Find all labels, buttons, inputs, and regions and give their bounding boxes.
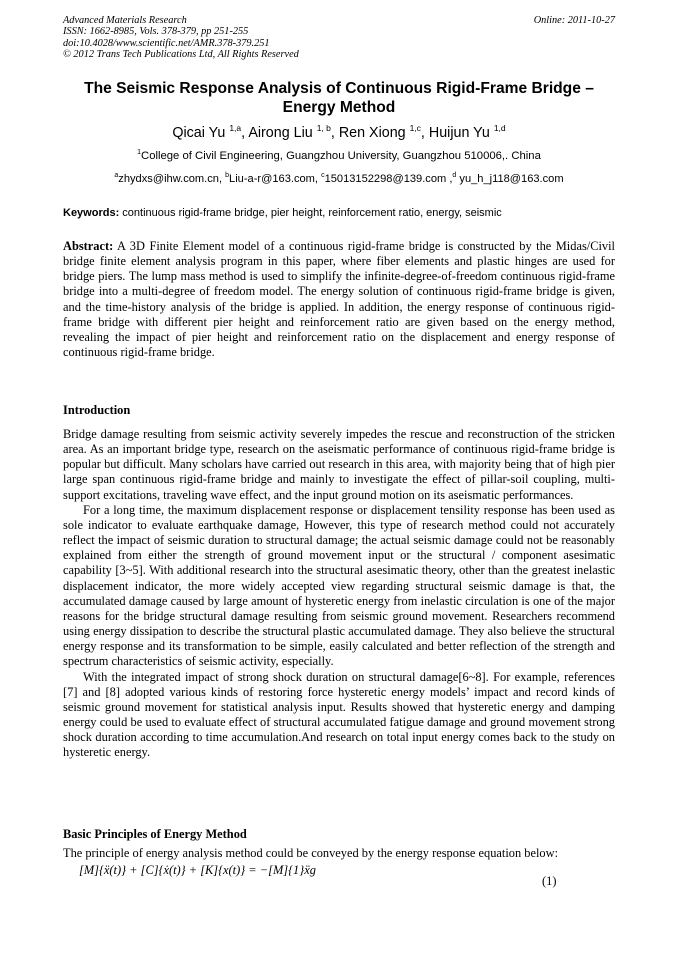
- doi-line: doi:10.4028/www.scientific.net/AMR.378-379.251: [63, 37, 270, 49]
- paragraph: The principle of energy analysis method could be conveyed by the energy response equation below:: [63, 846, 559, 860]
- affiliation-text: College of Civil Engineering, Guangzhou University, Guangzhou 510006,. China: [141, 150, 541, 162]
- email-address: 15013152298@139.com ,: [324, 173, 453, 185]
- keywords: [63, 206, 615, 220]
- affiliation: [63, 149, 615, 163]
- email-marker: d: [452, 172, 457, 179]
- paragraph: With the integrated impact of strong shock duration on structural damage[6~8]. For example, references [7] and [8] adopted various kinds of restoring force hysteretic energy models’ impact and record kinds of seismic ground movement for statistical analysis input. Results showed that hysteretic energy and damping energy could be used to evaluate effect of structural accumulated fatigue damage and ground movement strong shock duration according to time accumulation.And research on total input energy comes back to the study on hysteretic energy.: [63, 669, 615, 760]
- author-affil-marker: 1,a: [229, 123, 242, 133]
- journal-name: Advanced Materials Research: [63, 15, 187, 26]
- author-list: Qicai Yu $^{1,a}$, Airong Liu $^{1, b}$, Ren Xiong $^{1,c}$, Huijun Yu $^{1,d}$: [172, 123, 506, 141]
- affiliation-marker: 1: [137, 149, 142, 156]
- author-name: Ren Xiong: [338, 125, 406, 141]
- author-name: Huijun Yu: [428, 125, 490, 141]
- introduction-body: [63, 427, 615, 760]
- abstract-label: Abstract:: [63, 239, 114, 253]
- email-list: [63, 172, 615, 186]
- equation-number: (1): [542, 874, 557, 888]
- introduction-heading: Introduction: [63, 403, 131, 417]
- journal-header: [63, 15, 615, 61]
- email-marker: c: [321, 172, 325, 179]
- keywords-text: continuous rigid-frame bridge, pier height, reinforcement ratio, energy, seismic: [119, 207, 502, 219]
- email-address: yu_h_j118@163.com: [456, 173, 564, 185]
- energy-response-equation: [M]{ẍ(t)} + [C]{ẋ(t)} + [K]{x(t)} = −[M]{1}ẍg: [79, 863, 316, 877]
- keywords-label: Keywords:: [63, 207, 120, 219]
- author-name: Qicai Yu: [172, 125, 226, 141]
- paragraph: For a long time, the maximum displacement response or displacement tensility response has been used as sole indicator to evaluate earthquake damage, However, this type of research method could not accurately reflect the impact of seismic duration to structural damage; the actual seismic damage could not be reasonably explained from either the strength of ground movement input or the structural / component asesimatic capability [3~5]. With additional research into the structural asesimatic theory, other than the greatest inelastic displacement indicator, the more widely accepted view regarding structural seismic damage is that, the accumulated damage caused by large amount of hysteretic energy from inelastic circulation is one of the major reasons for the bridge structural damage resulting from seismic ground movement. Researchers recommend using energy dissipation to describe the structural plastic accumulated damage. They also believe the structural energy response and its transformation to be simple, easily calculated and better reflection of the strength and spectrum characteristics of seismic activity, especially.: [63, 502, 615, 669]
- email-address: Liu-a-r@163.com,: [229, 173, 322, 185]
- email-marker: a: [114, 172, 119, 179]
- author-name: Airong Liu: [248, 125, 313, 141]
- abstract-text: A 3D Finite Element model of a continuous rigid-frame bridge is constructed by the Midas/Civil bridge finite element analysis program in this paper, where fiber elements and plastic hinges are used for bridge piers. The lump mass method is used to simplify the infinite-degree-of-freedom continuous rigid-frame bridge into a multi-degree of freedom model. The energy solution of continuous rigid-frame bridge is given, and the time-history analysis of the bridge is applied. In addition, the energy response of continuous rigid-frame bridge with different pier height and reinforcement ratio are given based on the energy method, revealing the impact of pier height and reinforcement ratio on the displacement and energy response of continuous rigid-frame bridge.: [63, 239, 615, 360]
- copyright-line: © 2012 Trans Tech Publications Ltd, All Rights Reserved: [63, 49, 299, 61]
- paragraph: Bridge damage resulting from seismic activity severely impedes the rescue and reconstruction of the stricken area. As an important bridge type, research on the aseismatic performance of continuous rigid-frame bridge is popular but difficult. Many scholars have carried out research in this area, with majority being that of high pier large span continuous rigid-frame bridge and mainly to investigate the effect of pillar-soil coupling, multi-support excitations, traveling wave effect, and the input ground motion on its aseismatic performances.: [63, 427, 615, 502]
- author-affil-marker: 1,c: [409, 123, 421, 133]
- author-affil-marker: 1, b: [316, 123, 331, 133]
- abstract: [63, 239, 615, 360]
- online-date: Online: 2011-10-27: [533, 15, 615, 26]
- basic-principles-heading: Basic Principles of Energy Method: [63, 827, 247, 841]
- paper-title: The Seismic Response Analysis of Continuous Rigid-Frame Bridge – Energy Method: [84, 80, 594, 116]
- basic-principles-body: [63, 846, 615, 861]
- author-affil-marker: 1,d: [493, 123, 506, 133]
- email-address: zhydxs@ihw.com.cn,: [118, 173, 226, 185]
- issn-line: ISSN: 1662-8985, Vols. 378-379, pp 251-255: [63, 26, 249, 38]
- email-marker: b: [225, 172, 230, 179]
